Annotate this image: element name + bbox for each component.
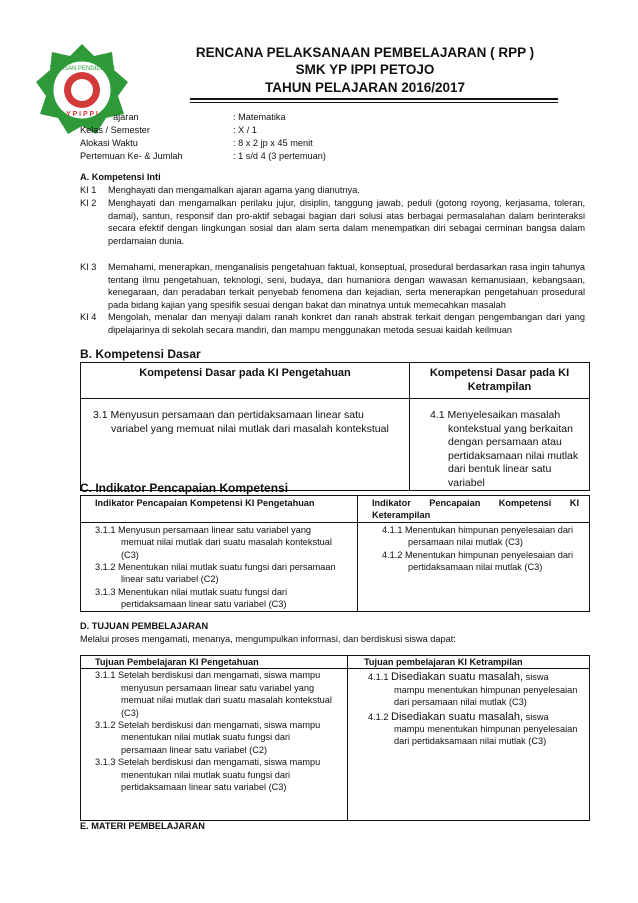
header-rule-thin	[190, 102, 558, 103]
indikator-table	[80, 495, 590, 612]
tujuan-4-1-2-rest: mampu menentukan himpunan penyelesaian dari pertidaksamaan nilai mutlak (C3)	[394, 724, 578, 747]
tujuan-3-1-3: 3.1.3 Setelah berdiskusi dan mengamati, siswa mampu menentukan nilai mutlak suatu fungsi dari pertidaksamaan linear satu variabel (C3)	[95, 757, 321, 793]
kd-3-1: 3.1 Menyusun persamaan dan pertidaksamaan linear satu variabel yang memuat nilai mutlak dari masalah kontekstual	[93, 409, 389, 435]
indikator-pengetahuan-cell	[81, 522, 358, 611]
kd-header-ketrampilan: Kompetensi Dasar pada KI Ketrampilan	[410, 363, 590, 399]
indikator-header-pengetahuan: Indikator Pencapaian Kompetensi KI Pengetahuan	[81, 496, 358, 523]
info-label-time: Alokasi Waktu	[80, 138, 138, 148]
indikator-4-1-2: 4.1.2 Menentukan himpunan penyelesaian dari pertidaksamaan nilai mutlak (C3)	[382, 549, 574, 573]
doc-title-line1: RENCANA PELAKSANAAN PEMBELAJARAN ( RPP )	[195, 45, 535, 60]
tujuan-table	[80, 655, 590, 821]
tujuan-header-ketrampilan: Tujuan pembelajaran KI Ketrampilan	[348, 656, 590, 669]
ki-3-label: KI 3	[80, 262, 97, 272]
info-value-time: : 8 x 2 jp x 45 menit	[233, 138, 313, 148]
kd-pengetahuan-cell	[81, 399, 410, 491]
ki-1-label: KI 1	[80, 185, 97, 195]
info-value-subject: : Matematika	[233, 112, 286, 122]
tujuan-4-1-2-num: 4.1.2	[368, 711, 389, 722]
section-c-title: C. Indikator Pencapaian Kompetensi	[80, 481, 289, 495]
tujuan-ketrampilan-cell	[348, 669, 590, 821]
tujuan-4-1-2-lead: Disediakan suatu masalah,	[391, 710, 524, 723]
tujuan-pengetahuan-cell	[81, 669, 348, 821]
indikator-keterampilan-cell	[358, 522, 590, 611]
tujuan-3-1-1: 3.1.1 Setelah berdiskusi dan mengamati, siswa mampu menyusun persamaan linear satu variabel yang memuat nilai mutlak dari suatu masalah kontekstual (C3)	[95, 670, 332, 718]
kd-4-1: 4.1 Menyelesaikan masalah kontekstual yang berkaitan dengan persamaan atau pertidaksamaan nilai mutlak dari bentuk linear satu variabel	[430, 409, 579, 489]
section-a-title: A. Kompetensi Inti	[80, 172, 161, 182]
tujuan-4-1-2	[368, 711, 579, 748]
tujuan-4-1-1-tail: siswa	[525, 672, 549, 683]
header-rule-thick	[190, 98, 558, 100]
indikator-3-1-1: 3.1.1 Menyusun persamaan linear satu variabel yang memuat nilai mutlak dari suatu masalah kontekstual (C3)	[95, 524, 332, 560]
tujuan-4-1-1-lead: Disediakan suatu masalah,	[391, 671, 524, 684]
tujuan-4-1-2-tail: siswa	[525, 711, 549, 722]
ki-4-label: KI 4	[80, 312, 97, 322]
ki-3-text: Memahami, menerapkan, menganalisis pengetahuan faktual, konseptual, prosedural berdasarkan rasa ingin tahunya tentang ilmu pengetahuan, teknologi, seni, budaya, dan humaniora dengan wawasan kemanusiaan, kebangsaan, kenegaraan, dan peradaban terkait penyebab fenomena dan kejadian, serta menerapkan pengetahuan prosedural pada bidang kajian yang spesifik sesuai dengan bakat dan minatnya untuk memecahkan masalah	[108, 262, 585, 311]
doc-title-line2: SMK YP IPPI PETOJO	[295, 62, 435, 77]
tujuan-4-1-1-num: 4.1.1	[368, 672, 389, 683]
section-e-title: E. MATERI PEMBELAJARAN	[80, 821, 205, 831]
ki-4	[80, 311, 585, 351]
kompetensi-dasar-table	[80, 362, 590, 491]
ki-2-text: Menghayati dan mengamalkan perilaku jujur, disiplin, tanggung jawab, peduli (gotong royong, kerjasama, toleran, damai), santun, responsif dan pro-aktif sebagai bagian dari solusi atas berbagai permasalahan dalam berinteraksi secara efektif dengan lingkungan sosial dan alam serta dalam menempatkan diri sebagai cerminan bangsa dalam perdamaian dunia.	[108, 198, 585, 247]
indikator-4-1-1: 4.1.1 Menentukan himpunan penyelesaian dari persamaan nilai mutlak (C3)	[382, 524, 574, 548]
section-d-intro: Melalui proses mengamati, menanya, mengumpulkan informasi, dan berdiskusi siswa dapat:	[80, 634, 456, 644]
ki-4-text: Mengolah, menalar dan menyaji dalam ranah konkret dan ranah abstrak terkait dengan pengembangan dari yang dipelajarinya di sekolah secara mandiri, dan mampu menggunakan metoda sesuai kaidah keilmuan	[108, 312, 585, 335]
info-label-class: Kelas / Semester	[80, 125, 150, 135]
ki-2	[80, 197, 585, 261]
info-value-class: : X / 1	[233, 125, 258, 135]
tujuan-4-1-1	[368, 671, 579, 708]
section-b-title: B. Kompetensi Dasar	[80, 347, 201, 361]
kd-ketrampilan-cell	[410, 399, 590, 491]
info-label-meeting: Pertemuan Ke- & Jumlah	[80, 151, 183, 161]
logo-text-bottom: Y P I P P I	[66, 111, 98, 118]
tujuan-4-1-1-rest: mampu menentukan himpunan penyelesaian dari persamaan nilai mutlak (C3)	[394, 684, 578, 708]
tujuan-header-pengetahuan: Tujuan Pembelajaran KI Pengetahuan	[81, 656, 348, 669]
info-label-subject: ajaran	[113, 112, 139, 122]
ki-2-label: KI 2	[80, 198, 97, 208]
section-d-title: D. TUJUAN PEMBELAJARAN	[80, 621, 209, 631]
kd-header-pengetahuan: Kompetensi Dasar pada KI Pengetahuan	[81, 363, 410, 399]
indikator-3-1-3: 3.1.3 Menentukan nilai mutlak suatu fungsi dari pertidaksamaan linear satu variabel (C3)	[95, 586, 288, 610]
ki-1	[80, 184, 585, 197]
indikator-header-keterampilan: Indikator Pencapaian Kompetensi KI Keterampilan	[358, 496, 590, 523]
ki-1-text: Menghayati dan mengamalkan ajaran agama yang dianutnya.	[108, 185, 360, 195]
doc-title-line3: TAHUN PELAJARAN 2016/2017	[264, 80, 466, 95]
logo-text-top: YAYASAN PENDIDIKAN	[49, 66, 115, 72]
indikator-3-1-2: 3.1.2 Menentukan nilai mutlak suatu fungsi dari persamaan linear satu variabel (C2)	[95, 562, 336, 585]
tujuan-3-1-2: 3.1.2 Setelah berdiskusi dan mengamati, siswa mampu menentukan nilai mutlak suatu fungsi dari persamaan linear satu variabel (C2)	[95, 720, 321, 755]
info-value-meeting: : 1 s/d 4 (3 pertemuan)	[233, 151, 326, 161]
